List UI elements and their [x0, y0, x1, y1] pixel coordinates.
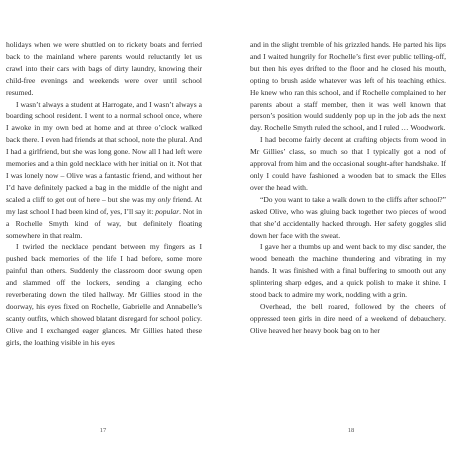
paragraph [250, 39, 446, 134]
left-page-number: 17 [99, 427, 107, 434]
paragraph-text: and in the slight tremble of his grizzled hands. He parted his lips and I waited hungrily for Rochelle’s first ever public telling-off, but then his eyes drifted to the floor and he closed his mouth, opting to brush aside whatever was left of his teaching ethics. He knew who ran this school, and if Rochelle complained to her parents about a staff member, then it was well known that person’s position would suddenly pop up in the job ads the next day. Rochelle Smyth ruled the school, and I ruled … Woodwork. [250, 40, 446, 133]
paragraph-text: I had become fairly decent at crafting objects from wood in Mr Gillies’ class, so much so that I typically got a nod of approval from him and the occasional sought-after handshake. If only I could have fashioned a wooden bat to smack the Elles over the head with. [250, 135, 446, 192]
paragraph-text: holidays when we were shuttled on to rickety boats and ferried back to the mainland where parents would reluctantly let us crawl into their cars with bags of dirty laundry, knowing their child-free evenings and weekends were over until school resumed. [6, 40, 202, 97]
right-page-text [250, 39, 446, 337]
paragraph [250, 134, 446, 194]
paragraph-text: I wasn’t always a student at Harrogate, and I wasn’t always a boarding school resident. I went to a normal school once, where I awoke in my own bed at home and at three o’clock walked back there. I even had friends at that school, note the plural. And I had a girlfriend, but she was long gone. Now all I had left were memories and a thin gold necklace with her initial on it. Not that I was lonely now – Olive was a fantastic friend, and without her I’d have definitely packed a bag in the middle of the night and scaled a cliff to get out of here – but she was my [6, 99, 202, 204]
right-page-number: 18 [347, 427, 355, 434]
right-page [250, 39, 446, 337]
paragraph-text: friend. At my last school I had been kind of, yes, I’ll say it: [6, 194, 203, 216]
paragraph [250, 241, 446, 301]
emphasized-text: popular [155, 206, 180, 216]
paragraph [250, 301, 446, 337]
paragraph-text: “Do you want to take a walk down to the cliffs after school?” asked Olive, who was gluing back together two pieces of wood that she’d accidentally hacked through. Her safety goggles slid down her face with the sweat. [250, 194, 446, 240]
paragraph-text: Overhead, the bell roared, followed by the cheers of oppressed teen girls in dire need of a weekend of debauchery. Olive heaved her heavy book bag on to her [250, 301, 446, 335]
paragraph-text: I twirled the necklace pendant between my fingers as I pushed back memories of the life I had before, some more painful than others. Suddenly the classroom door swung open and slammed off the lockers, sending a clanging echo reverberating down the tiled hallway. Mr Gillies stood in the doorway, his eyes fixed on Rochelle, Gabrielle and Annabelle’s scanty outfits, which showed blatant disregard for school policy. Olive and I exchanged eager glances. Mr Gillies hated these girls, the loathing visible in his eyes [6, 242, 202, 347]
left-page-text [6, 39, 202, 349]
paragraph [250, 194, 446, 242]
paragraph [6, 241, 202, 348]
paragraph [6, 99, 202, 242]
paragraph-text: I gave her a thumbs up and went back to my disc sander, the wood beneath the machine thundering and vibrating in my hands. It was finished with a final buffering to smooth out any splintering sharp edges, and a quick polish to make it shine. I stood back to admire my work, nodding with a grin. [250, 242, 446, 300]
paragraph-text: . Not in a Rochelle Smyth kind of way, but definitely floating somewhere in that realm. [6, 206, 202, 240]
left-page [6, 39, 202, 349]
emphasized-text: only [157, 194, 171, 204]
paragraph [6, 39, 202, 99]
